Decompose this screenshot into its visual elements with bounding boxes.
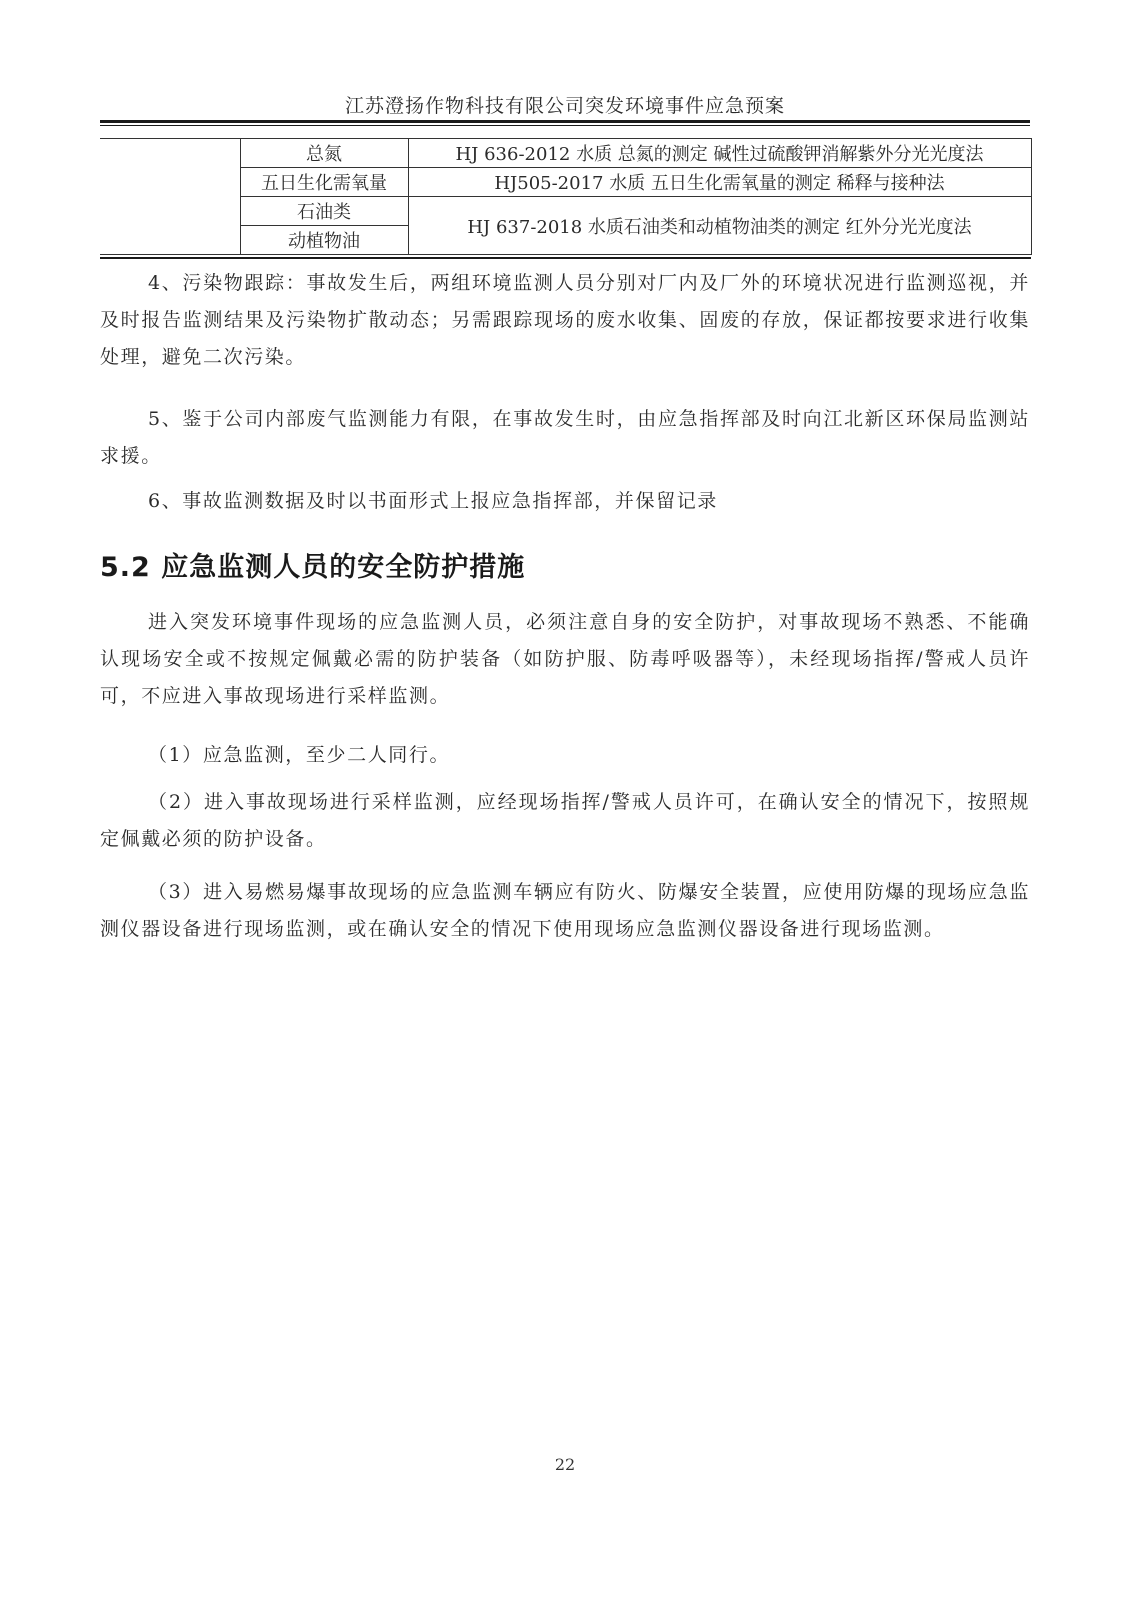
table-row	[100, 197, 1031, 226]
page-number: 22	[554, 1455, 576, 1474]
table-cell-item: 五日生化需氧量	[240, 168, 408, 197]
list-item: （3）进入易燃易爆事故现场的应急监测车辆应有防火、防爆安全装置，应使用防爆的现场应急监测仪器设备进行现场监测，或在确认安全的情况下使用现场应急监测仪器设备进行现场监测。	[100, 881, 1030, 940]
table-cell-item: 石油类	[240, 197, 408, 226]
table-bottom-rule	[100, 257, 1031, 259]
header-rule	[100, 120, 1030, 123]
monitoring-method-table	[100, 138, 1032, 255]
section-heading: 5.2 应急监测人员的安全防护措施	[100, 552, 526, 583]
table-cell-item: 总氮	[240, 139, 408, 168]
paragraph-section-intro: 进入突发环境事件现场的应急监测人员，必须注意自身的安全防护，对事故现场不熟悉、不能确认现场安全或不按规定佩戴必需的防护装备（如防护服、防毒呼吸器等），未经现场指挥/警戒人员许可，不应进入事故现场进行采样监测。	[100, 611, 1030, 707]
table-row	[100, 168, 1031, 197]
paragraph-gas-monitoring: 5、鉴于公司内部废气监测能力有限，在事故发生时，由应急指挥部及时向江北新区环保局监测站求援。	[100, 408, 1030, 467]
page-header-title: 江苏澄扬作物科技有限公司突发环境事件应急预案	[344, 95, 785, 117]
list-item: （2）进入事故现场进行采样监测，应经现场指挥/警戒人员许可，在确认安全的情况下，按照规定佩戴必须的防护设备。	[100, 791, 1030, 850]
paragraph-data-reporting: 6、事故监测数据及时以书面形式上报应急指挥部，并保留记录	[148, 490, 718, 512]
table-cell-method: HJ505-2017 水质 五日生化需氧量的测定 稀释与接种法	[408, 168, 1031, 197]
table-blank-cell	[100, 139, 240, 255]
list-item: （1）应急监测，至少二人同行。	[148, 744, 451, 766]
table-cell-item: 动植物油	[240, 226, 408, 255]
header-rule-thin	[100, 125, 1030, 126]
paragraph-pollutant-tracking: 4、污染物跟踪：事故发生后，两组环境监测人员分别对厂内及厂外的环境状况进行监测巡视，并及时报告监测结果及污染物扩散动态；另需跟踪现场的废水收集、固废的存放，保证都按要求进行收集处理，避免二次污染。	[100, 272, 1030, 368]
table-cell-method: HJ 637-2018 水质石油类和动植物油类的测定 红外分光光度法	[408, 197, 1031, 255]
table-row	[100, 139, 1031, 168]
table-cell-method: HJ 636-2012 水质 总氮的测定 碱性过硫酸钾消解紫外分光光度法	[408, 139, 1031, 168]
